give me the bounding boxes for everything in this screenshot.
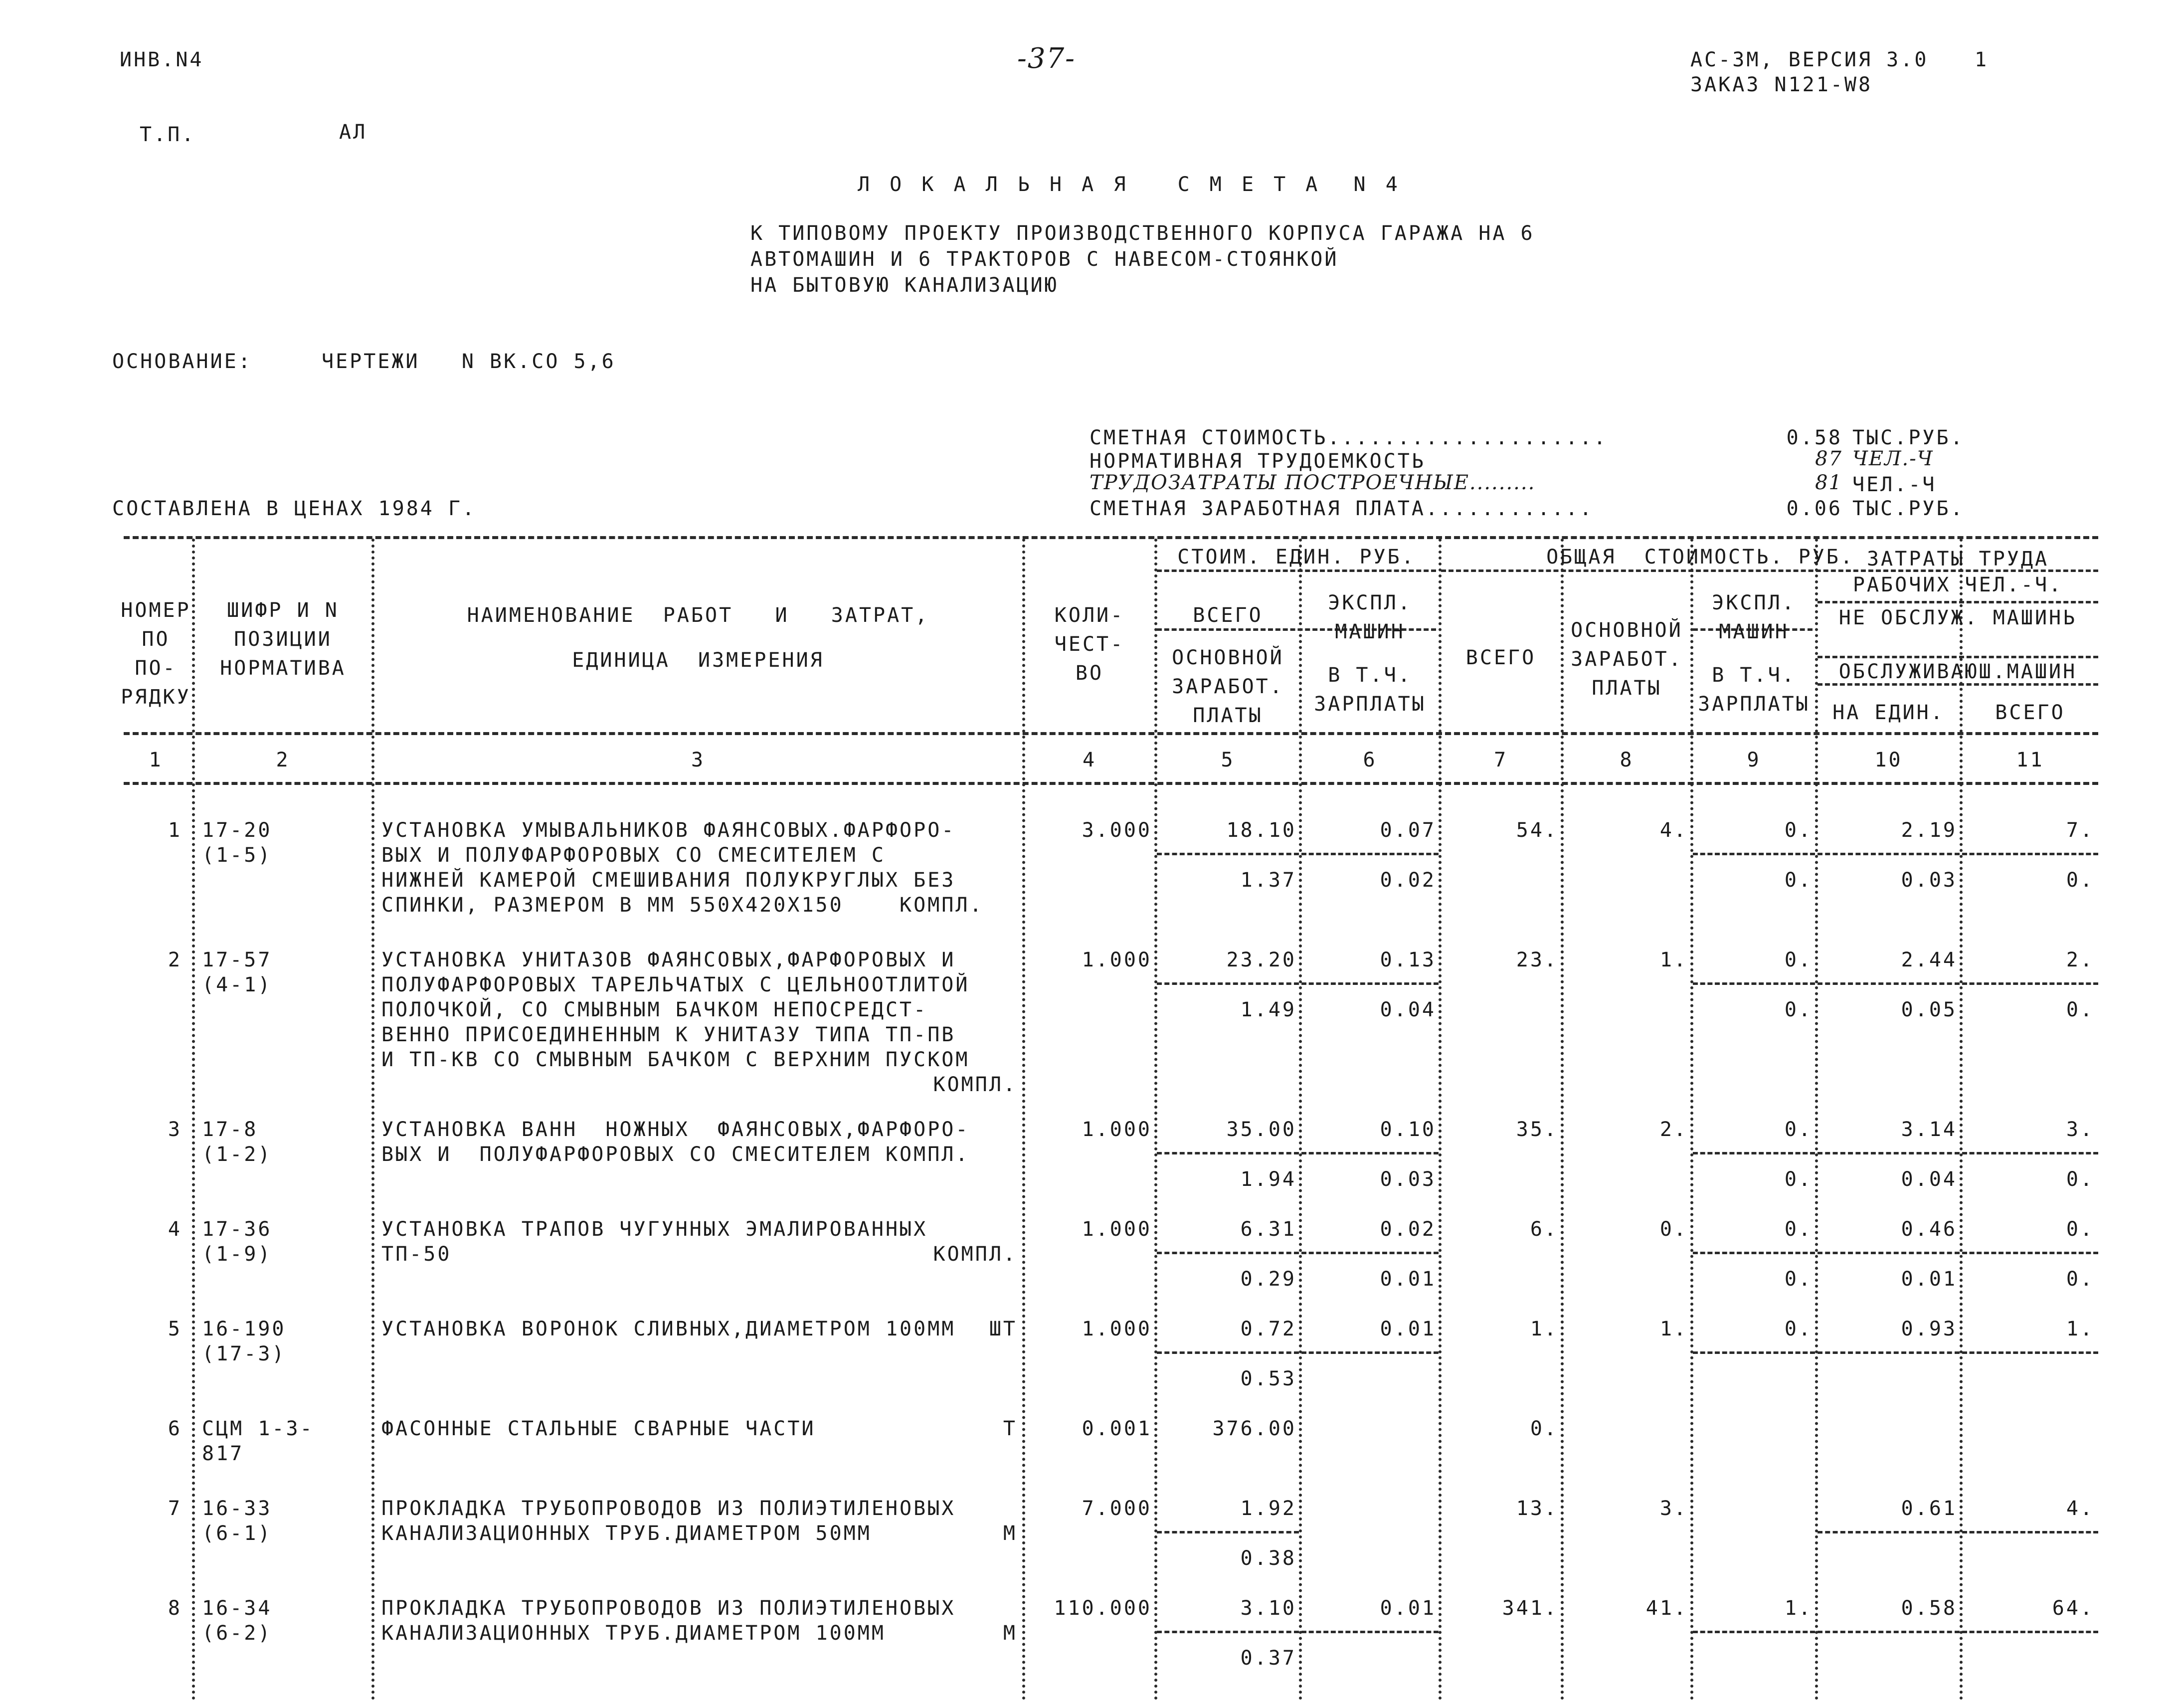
colnum-9: 9 xyxy=(1747,749,1761,771)
colnum-11: 11 xyxy=(2016,749,2044,771)
row-subtotal-divider xyxy=(1693,1152,1815,1154)
row-code: 17-36 (1-9) xyxy=(202,1218,272,1266)
row-name: ПРОКЛАДКА ТРУБОПРОВОДОВ ИЗ ПОЛИЭТИЛЕНОВЫХ КАНАЛИЗАЦИОННЫХ ТРУБ.ДИАМЕТРОМ 100ММ xyxy=(381,1597,956,1645)
colnum-10: 10 xyxy=(1874,749,1903,771)
row-subtotal-divider xyxy=(1962,1252,2098,1254)
row-unit-total: 35.00 xyxy=(1226,1118,1296,1141)
row-unit-machine-wages: 0.02 xyxy=(1380,869,1436,892)
header-labor-per-unit: НА ЕДИН. xyxy=(1832,701,1945,724)
row-total-machines: 0. xyxy=(1784,1118,1813,1141)
row-quantity: 1.000 xyxy=(1082,1318,1152,1340)
col-sep-3 xyxy=(1022,539,1025,1701)
row-total-wages: 41. xyxy=(1645,1597,1688,1620)
row-total-machines: 0. xyxy=(1784,1318,1813,1340)
row-unit-wages: 1.37 xyxy=(1240,869,1296,892)
colnum-6: 6 xyxy=(1363,749,1377,771)
colnum-bottom-rule xyxy=(124,782,2098,785)
row-number: 4 xyxy=(168,1218,182,1241)
colnum-7: 7 xyxy=(1493,749,1508,771)
row-total: 6. xyxy=(1530,1218,1558,1241)
row-total: 54. xyxy=(1516,819,1558,842)
row-subtotal-divider xyxy=(1817,1252,1960,1254)
header-unit: ЕДИНИЦА ИЗМЕРЕНИЯ xyxy=(572,649,824,672)
col-sep-2 xyxy=(371,539,374,1701)
header-unit-cost-group: СТОИМ. ЕДИН. РУБ. xyxy=(1177,546,1416,569)
row-name: УСТАНОВКА ВОРОНОК СЛИВНЫХ,ДИАМЕТРОМ 100ММ xyxy=(381,1318,956,1340)
summary-label-wages: СМЕТНАЯ ЗАРАБОТНАЯ ПЛАТА............ xyxy=(1090,497,1594,520)
row-subtotal-divider xyxy=(1693,982,1815,985)
row-code: 17-20 (1-5) xyxy=(202,819,272,867)
row-labor-per-unit: 3.14 xyxy=(1901,1118,1957,1141)
row-subtotal-divider xyxy=(1301,853,1439,855)
col-sep-6 xyxy=(1439,539,1442,1701)
row-labor-total: 7. xyxy=(2066,819,2094,842)
row-subtotal-divider xyxy=(1962,1631,2098,1633)
row-unit: КОМПЛ. xyxy=(933,1073,1017,1096)
row-unit-machines: 0.13 xyxy=(1380,949,1436,971)
row-unit-machines: 0.01 xyxy=(1380,1597,1436,1620)
summary-label-labor: НОРМАТИВНАЯ ТРУДОЕМКОСТЬ xyxy=(1090,450,1426,473)
row-subtotal-divider xyxy=(1962,1152,2098,1154)
row-labor-per-unit-machine: 0.04 xyxy=(1901,1168,1957,1191)
row-total-wages: 3. xyxy=(1659,1497,1688,1520)
row-subtotal-divider xyxy=(1693,853,1815,855)
row-quantity: 1.000 xyxy=(1082,1118,1152,1141)
row-unit-total: 0.72 xyxy=(1240,1318,1296,1340)
row-code: 17-8 (1-2) xyxy=(202,1118,272,1166)
row-total: 35. xyxy=(1516,1118,1558,1141)
al-label: АЛ xyxy=(339,121,367,144)
row-labor-total: 4. xyxy=(2066,1497,2094,1520)
row-name: ФАСОННЫЕ СТАЛЬНЫЕ СВАРНЫЕ ЧАСТИ xyxy=(381,1417,816,1440)
row-subtotal-divider xyxy=(1962,1351,2098,1354)
col-sep-7 xyxy=(1561,539,1564,1701)
row-quantity: 1.000 xyxy=(1082,949,1152,971)
colnum-2: 2 xyxy=(276,749,290,771)
header-total: ВСЕГО xyxy=(1465,646,1536,669)
row-unit-wages: 0.38 xyxy=(1240,1547,1296,1570)
row-total: 23. xyxy=(1516,949,1558,971)
row-subtotal-divider xyxy=(1962,982,2098,985)
header-unit-machines: ЭКСПЛ. МАШИН xyxy=(1328,591,1412,643)
row-name: ПРОКЛАДКА ТРУБОПРОВОДОВ ИЗ ПОЛИЭТИЛЕНОВЫХ КАНАЛИЗАЦИОННЫХ ТРУБ.ДИАМЕТРОМ 50ММ xyxy=(381,1497,956,1545)
row-quantity: 0.001 xyxy=(1082,1417,1152,1440)
page-number: -37- xyxy=(1017,42,1076,75)
order-number: ЗАКАЗ N121-W8 xyxy=(1690,73,1873,96)
header-name: НАИМЕНОВАНИЕ РАБОТ И ЗАТРАТ, xyxy=(467,604,929,627)
row-code: СЦМ 1-3- 817 xyxy=(202,1417,314,1465)
subtitle-line-2: АВТОМАШИН И 6 ТРАКТОРОВ С НАВЕСОМ-СТОЯНКОЙ xyxy=(750,248,1339,271)
row-total: 1. xyxy=(1530,1318,1558,1340)
row-subtotal-divider xyxy=(1962,1531,2098,1533)
row-labor-per-unit: 0.93 xyxy=(1901,1318,1957,1340)
col-sep-1 xyxy=(192,539,195,1701)
row-labor-per-unit: 2.44 xyxy=(1901,949,1957,971)
row-name: УСТАНОВКА УНИТАЗОВ ФАЯНСОВЫХ,ФАРФОРОВЫХ И ПОЛУФАРФОРОВЫХ ТАРЕЛЬЧАТЫХ С ЦЕЛЬНООТЛИТОЙ ПОЛОЧКОЙ, СО СМЫВНЫМ БАЧКОМ НЕПОСРЕДСТ- ВЕННО ПРИСОЕДИНЕННЫМ К УНИТАЗУ ТИПА ТП-ПВ И ТП-КВ СО СМЫВНЫМ БАЧКОМ С ВЕРХНИМ ПУСКОМ xyxy=(381,949,970,1071)
inventory-number: ИНВ.N4 xyxy=(120,48,204,71)
row-subtotal-divider xyxy=(1817,853,1960,855)
table-top-rule xyxy=(124,536,2098,539)
row-unit: М xyxy=(1003,1622,1017,1645)
tp-label: Т.П. xyxy=(140,123,196,146)
colnum-5: 5 xyxy=(1221,749,1235,771)
row-total-machines: 0. xyxy=(1784,949,1813,971)
header-total-machines: ЭКСПЛ. МАШИН xyxy=(1712,591,1796,643)
row-subtotal-divider xyxy=(1817,1152,1960,1154)
row-subtotal-divider xyxy=(1157,1252,1299,1254)
row-unit-wages: 1.49 xyxy=(1240,998,1296,1021)
header-labor-non-machine: НЕ ОБСЛУЖ. МАШИНЬ xyxy=(1838,606,2077,629)
row-quantity: 110.000 xyxy=(1054,1597,1152,1620)
row-total-wages: 1. xyxy=(1659,949,1688,971)
row-code: 16-34 (6-2) xyxy=(202,1597,272,1645)
row-subtotal-divider xyxy=(1301,1631,1439,1633)
row-code: 17-57 (4-1) xyxy=(202,949,272,996)
row-labor-total: 1. xyxy=(2066,1318,2094,1340)
row-number: 8 xyxy=(168,1597,182,1620)
row-subtotal-divider xyxy=(1157,1351,1299,1354)
row-labor-total-machine: 0. xyxy=(2066,869,2094,892)
row-labor-per-unit-machine: 0.01 xyxy=(1901,1268,1957,1291)
row-total: 13. xyxy=(1516,1497,1558,1520)
row-name: УСТАНОВКА УМЫВАЛЬНИКОВ ФАЯНСОВЫХ.ФАРФОРО- ВЫХ И ПОЛУФАРФОРОВЫХ СО СМЕСИТЕЛЕМ С НИЖНЕЙ КАМЕРОЙ СМЕШИВАНИЯ ПОЛУКРУГЛЫХ БЕЗ СПИНКИ, РАЗМЕРОМ В ММ 550Х420Х150 КОМПЛ. xyxy=(381,819,984,917)
colnum-3: 3 xyxy=(691,749,706,771)
row-unit-wages: 1.94 xyxy=(1240,1168,1296,1191)
row-unit-machines: 0.02 xyxy=(1380,1218,1436,1241)
row-unit: ШТ xyxy=(989,1318,1017,1340)
header-unit-wages: ОСНОВНОЙ ЗАРАБОТ. ПЛАТЫ xyxy=(1172,646,1284,727)
row-labor-total: 64. xyxy=(2052,1597,2094,1620)
row-subtotal-divider xyxy=(1301,1351,1439,1354)
header-row-number: НОМЕР ПО ПО- РЯДКУ xyxy=(121,599,191,709)
row-unit-machines: 0.01 xyxy=(1380,1318,1436,1340)
row-name: УСТАНОВКА ВАНН НОЖНЫХ ФАЯНСОВЫХ,ФАРФОРО- ВЫХ И ПОЛУФАРФОРОВЫХ СО СМЕСИТЕЛЕМ КОМПЛ. xyxy=(381,1118,970,1166)
subtitle-line-1: К ТИПОВОМУ ПРОЕКТУ ПРОИЗВОДСТВЕННОГО КОРПУСА ГАРАЖА НА 6 xyxy=(750,222,1535,245)
colnum-4: 4 xyxy=(1082,749,1097,771)
row-subtotal-divider xyxy=(1301,1152,1439,1154)
row-total-wages: 4. xyxy=(1659,819,1688,842)
header-quantity: КОЛИ- ЧЕСТ- ВО xyxy=(1054,604,1125,685)
row-number: 6 xyxy=(168,1417,182,1440)
row-labor-per-unit: 2.19 xyxy=(1901,819,1957,842)
row-labor-total-machine: 0. xyxy=(2066,1168,2094,1191)
row-labor-total: 3. xyxy=(2066,1118,2094,1141)
row-number: 1 xyxy=(168,819,182,842)
subtitle-line-3: НА БЫТОВУЮ КАНАЛИЗАЦИЮ xyxy=(750,274,1059,297)
row-unit-total: 6.31 xyxy=(1240,1218,1296,1241)
row-unit-machine-wages: 0.01 xyxy=(1380,1268,1436,1291)
row-total-machines: 0. xyxy=(1784,1218,1813,1241)
row-subtotal-divider xyxy=(1157,1531,1299,1533)
row-quantity: 3.000 xyxy=(1082,819,1152,842)
summary-unit-site-labor: ЧЕЛ.-Ч xyxy=(1852,473,1937,496)
row-unit-total: 1.92 xyxy=(1240,1497,1296,1520)
header-total-machine-wages: В Т.Ч. ЗАРПЛАТЫ xyxy=(1698,664,1810,716)
row-subtotal-divider xyxy=(1157,1631,1299,1633)
price-basis: СОСТАВЛЕНА В ЦЕНАХ 1984 Г. xyxy=(112,497,477,520)
basis-label: ОСНОВАНИЕ: xyxy=(112,350,252,373)
header-unit-machine-wages: В Т.Ч. ЗАРПЛАТЫ xyxy=(1314,664,1426,716)
row-unit-total: 376.00 xyxy=(1212,1417,1296,1440)
row-unit-wages: 0.29 xyxy=(1240,1268,1296,1291)
row-labor-total-machine: 0. xyxy=(2066,998,2094,1021)
row-total-machines: 1. xyxy=(1784,1597,1813,1620)
row-name: УСТАНОВКА ТРАПОВ ЧУГУННЫХ ЭМАЛИРОВАННЫХ ТП-50 xyxy=(381,1218,928,1266)
row-unit-machine-wages: 0.04 xyxy=(1380,998,1436,1021)
row-unit-wages: 0.37 xyxy=(1240,1647,1296,1670)
document-title: Л О К А Л Ь Н А Я С М Е Т А N 4 xyxy=(858,173,1402,196)
row-number: 3 xyxy=(168,1118,182,1141)
row-code: 16-33 (6-1) xyxy=(202,1497,272,1545)
program-version: АС-3М, ВЕРСИЯ 3.0 xyxy=(1690,48,1929,71)
summary-label-cost: СМЕТНАЯ СТОИМОСТЬ.................... xyxy=(1090,426,1608,449)
row-quantity: 7.000 xyxy=(1082,1497,1152,1520)
row-total-wages: 0. xyxy=(1659,1218,1688,1241)
row-subtotal-divider xyxy=(1693,1631,1815,1633)
colnum-1: 1 xyxy=(149,749,163,771)
summary-label-site-labor: ТРУДОЗАТРАТЫ ПОСТРОЕЧНЫЕ......... xyxy=(1090,471,1536,494)
row-subtotal-divider xyxy=(1817,982,1960,985)
row-unit-machines: 0.10 xyxy=(1380,1118,1436,1141)
row-labor-total: 0. xyxy=(2066,1218,2094,1241)
header-total-cost-group: ОБЩАЯ СТОИМОСТЬ. РУБ. xyxy=(1546,546,1854,569)
header-unit-total: ВСЕГО xyxy=(1193,604,1263,627)
row-total-wages: 1. xyxy=(1659,1318,1688,1340)
row-unit-total: 3.10 xyxy=(1240,1597,1296,1620)
header-labor-group: ЗАТРАТЫ ТРУДА РАБОЧИХ ЧЕЛ.-Ч. xyxy=(1852,548,2063,596)
row-labor-per-unit: 0.46 xyxy=(1901,1218,1957,1241)
row-total-machines: 0. xyxy=(1784,819,1813,842)
header-labor-total: ВСЕГО xyxy=(1995,701,2065,724)
row-labor-per-unit: 0.61 xyxy=(1901,1497,1957,1520)
row-subtotal-divider xyxy=(1157,1152,1299,1154)
row-unit: Т xyxy=(1003,1417,1017,1440)
row-unit-machines: 0.07 xyxy=(1380,819,1436,842)
row-number: 2 xyxy=(168,949,182,971)
row-unit: М xyxy=(1003,1522,1017,1545)
row-unit-total: 23.20 xyxy=(1226,949,1296,971)
row-total: 0. xyxy=(1530,1417,1558,1440)
row-labor-total-machine: 0. xyxy=(2066,1268,2094,1291)
row-labor-per-unit-machine: 0.03 xyxy=(1901,869,1957,892)
row-total-wages: 2. xyxy=(1659,1118,1688,1141)
header-total-wages: ОСНОВНОЙ ЗАРАБОТ. ПЛАТЫ xyxy=(1571,619,1683,700)
row-subtotal-divider xyxy=(1693,1351,1815,1354)
row-subtotal-divider xyxy=(1157,982,1299,985)
row-total-machine-wages: 0. xyxy=(1784,1168,1813,1191)
header-bottom-rule xyxy=(124,732,2098,735)
summary-unit-labor: ЧЕЛ.-Ч xyxy=(1852,447,1934,470)
row-quantity: 1.000 xyxy=(1082,1218,1152,1241)
row-labor-per-unit: 0.58 xyxy=(1901,1597,1957,1620)
row-subtotal-divider xyxy=(1817,1351,1960,1354)
row-subtotal-divider xyxy=(1817,1531,1960,1533)
basis-value: ЧЕРТЕЖИ N ВК.СО 5,6 xyxy=(322,350,616,373)
row-total-machine-wages: 0. xyxy=(1784,869,1813,892)
row-labor-total: 2. xyxy=(2066,949,2094,971)
row-total-machine-wages: 0. xyxy=(1784,998,1813,1021)
summary-value-site-labor: 81 xyxy=(1815,471,1842,494)
summary-value-labor: 87 xyxy=(1815,447,1842,470)
row-subtotal-divider xyxy=(1301,982,1439,985)
row-unit-wages: 0.53 xyxy=(1240,1367,1296,1390)
row-total-machine-wages: 0. xyxy=(1784,1268,1813,1291)
colnum-8: 8 xyxy=(1620,749,1634,771)
row-subtotal-divider xyxy=(1817,1631,1960,1633)
row-number: 5 xyxy=(168,1318,182,1340)
row-unit-machine-wages: 0.03 xyxy=(1380,1168,1436,1191)
row-code: 16-190 (17-3) xyxy=(202,1318,286,1365)
row-subtotal-divider xyxy=(1962,853,2098,855)
version-sheet: 1 xyxy=(1975,48,1989,71)
row-unit-total: 18.10 xyxy=(1226,819,1296,842)
row-subtotal-divider xyxy=(1157,853,1299,855)
row-labor-per-unit-machine: 0.05 xyxy=(1901,998,1957,1021)
row-number: 7 xyxy=(168,1497,182,1520)
summary-value-cost: 0.58 xyxy=(1786,426,1842,449)
header-code: ШИФР И N ПОЗИЦИИ НОРМАТИВА xyxy=(220,599,346,680)
summary-value-wages: 0.06 xyxy=(1786,497,1842,520)
summary-unit-cost: ТЫС.РУБ. xyxy=(1852,426,1965,449)
row-subtotal-divider xyxy=(1693,1252,1815,1254)
row-total: 341. xyxy=(1502,1597,1558,1620)
row-subtotal-divider xyxy=(1301,1252,1439,1254)
row-unit: КОМПЛ. xyxy=(933,1243,1017,1266)
header-labor-machine: ОБСЛУЖИВАЮШ.МАШИН xyxy=(1838,660,2077,683)
summary-unit-wages: ТЫС.РУБ. xyxy=(1852,497,1965,520)
